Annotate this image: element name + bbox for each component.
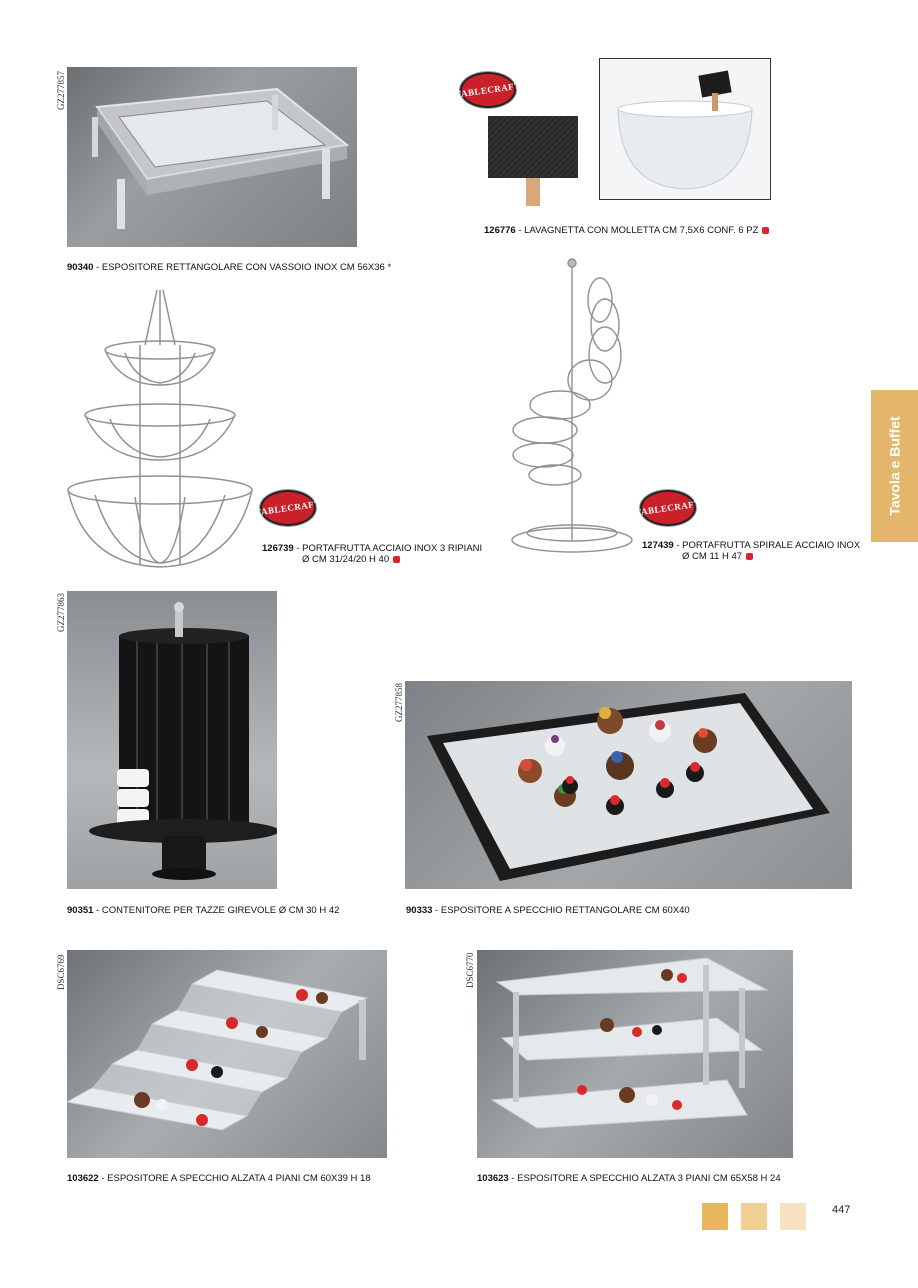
availability-dot [746, 553, 753, 560]
availability-dot [762, 227, 769, 234]
photo-code: GZ277858 [394, 683, 404, 722]
product-photo-90351 [67, 591, 277, 889]
product-photo-103622 [67, 950, 387, 1158]
caption-90340: 90340 - ESPOSITORE RETTANGOLARE CON VASSOIO INOX CM 56X36 * [67, 262, 392, 273]
caption-103622: 103622 - ESPOSITORE A SPECCHIO ALZATA 4 PIANI CM 60X39 H 18 [67, 1173, 371, 1184]
product-photo-126739 [65, 285, 260, 580]
bowl-photo [599, 58, 771, 200]
caption-126739: 126739 - PORTAFRUTTA ACCIAIO INOX 3 RIPIANI Ø CM 31/24/20 H 40 [262, 543, 483, 565]
section-tab[interactable]: Tavola e Buffet [871, 390, 918, 542]
caption-90351: 90351 - CONTENITORE PER TAZZE GIREVOLE Ø CM 30 H 42 [67, 905, 340, 916]
product-photo-90340 [67, 67, 357, 247]
caption-90333: 90333 - ESPOSITORE A SPECCHIO RETTANGOLARE CM 60X40 [406, 905, 690, 916]
photo-code: GZ277857 [56, 71, 66, 110]
photo-code: GZ277863 [56, 593, 66, 632]
tablecraft-logo: TABLECRAFT [460, 72, 516, 108]
color-swatch [702, 1203, 728, 1230]
caption-127439: 127439 - PORTAFRUTTA SPIRALE ACCIAIO INOX Ø CM 11 H 47 [642, 540, 861, 562]
product-photo-127439 [505, 255, 640, 560]
page-number: 447 [832, 1204, 851, 1216]
photo-code: DSC6769 [56, 954, 66, 990]
availability-dot [393, 556, 400, 563]
chalkboard-photo [486, 112, 581, 207]
photo-code: DSC6770 [465, 952, 475, 988]
product-photo-103623 [477, 950, 793, 1158]
color-swatch [780, 1203, 806, 1230]
caption-103623: 103623 - ESPOSITORE A SPECCHIO ALZATA 3 PIANI CM 65X58 H 24 [477, 1173, 781, 1184]
product-photo-90333 [405, 681, 852, 889]
tablecraft-logo: TABLECRAFT [260, 490, 316, 526]
caption-126776: 126776 - LAVAGNETTA CON MOLLETTA CM 7,5X6 CONF. 6 PZ [484, 225, 769, 236]
color-swatch [741, 1203, 767, 1230]
tablecraft-logo: TABLECRAFT [640, 490, 696, 526]
